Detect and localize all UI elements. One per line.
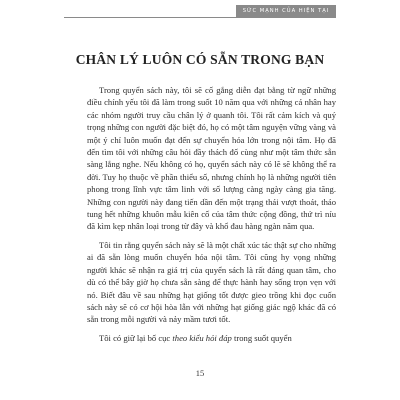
italic-phrase: theo kiểu hỏi đáp [172,332,232,343]
body-text [87,84,336,344]
paragraph [87,332,336,344]
paragraph-text: Tôi có giữ lại bố cục [99,332,173,343]
page-number: 15 [195,368,205,378]
running-header: SỨC MẠNH CỦA HIỆN TẠI [236,5,336,17]
paragraph: Tôi tin rằng quyển sách này sẽ là một chất xúc tác thật sự cho những ai đã sẵn lòng muốn chuyển hóa nội tâm. Tôi cũng hy vọng những người khác sẽ nhận ra giá trị của quyển sách là rất đáng quan tâm, cho dù có thể bây giờ họ chưa sẵn sàng để thực hành hay sống trọn vẹn với nó. Biết đâu về sau những hạt giống tốt được gieo trồng khi đọc cuốn sách này sẽ có cơ hội hòa lẫn với những hạt giống giác ngộ khác đã có sẵn trong mỗi người và nảy mầm tươi tốt. [87,239,336,325]
header-rule [64,17,336,18]
paragraph-text: trong suốt quyển [231,332,292,343]
chapter-title: CHÂN LÝ LUÔN CÓ SẴN TRONG BẠN [75,52,325,67]
paragraph: Trong quyển sách này, tôi sẽ cố gắng diễn đạt bằng từ ngữ những điều chính yếu tôi đã làm trong suốt 10 năm qua với những cá nhân hay các nhóm người truy cầu chân lý ở quanh tôi. Tôi rất cảm kích và quý trọng những con người đặc biệt đó, họ có một tâm nguyện vững vàng và một ý chí luôn muốn đạt đến sự chuyển hóa lớn trong nội tâm. Họ đã đến tìm tôi với những câu hỏi đầy thách đố cùng như một tâm thức sẵn sàng lắng nghe. Nếu không có họ, quyển sách này có lẽ sẽ không thể ra đời. Tuy họ thuộc về phần thiểu số, nhưng chính họ là những người tiên phong trong lĩnh vực tâm linh với số lượng càng ngày càng gia tăng. Những con người này đang tiến dần đến một trạng thái vượt thoát, tháo tung hết những khuôn mẫu kiên cố của tâm thức cộng đồng, thứ trì níu đã kìm kẹp nhân loại trong từ đây và khổ đau hàng ngàn năm qua. [87,85,336,232]
